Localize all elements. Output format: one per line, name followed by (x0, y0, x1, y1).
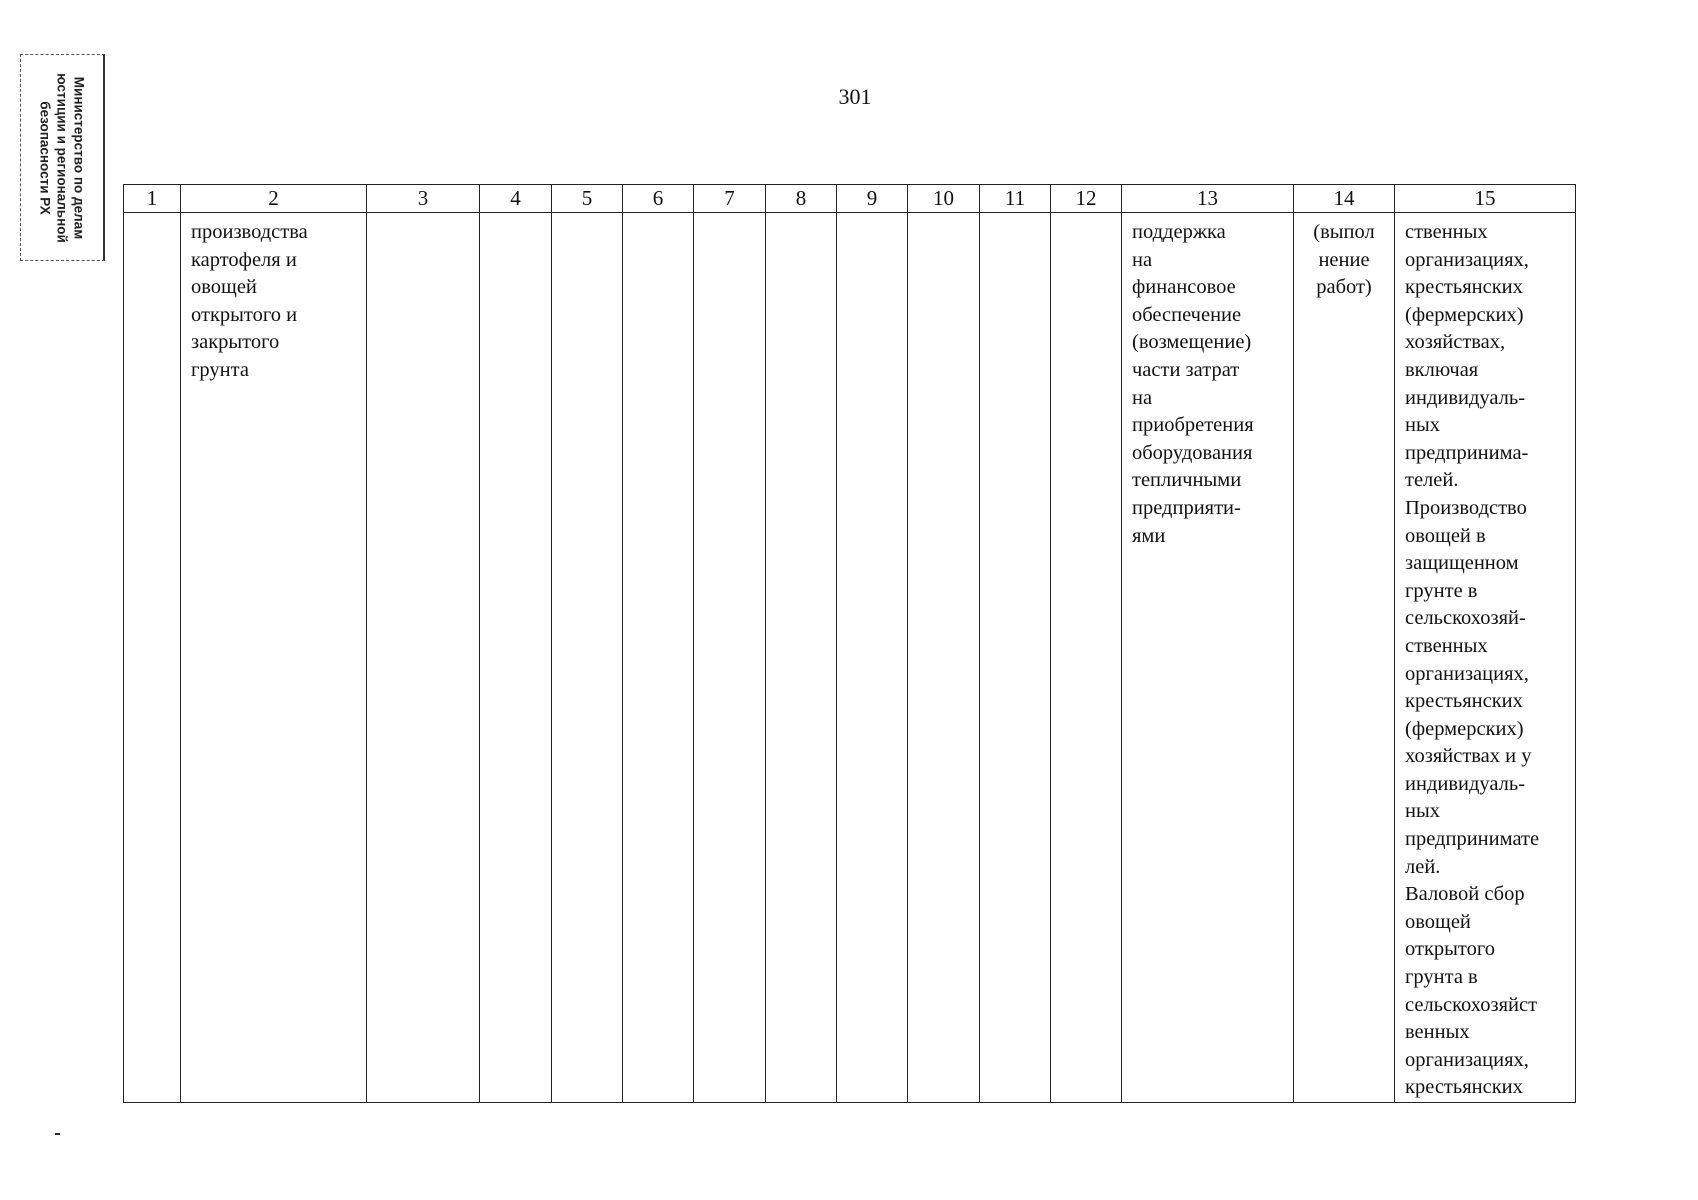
cell-col-3 (367, 213, 480, 1103)
header-row (124, 185, 1576, 213)
col-header-11: 11 (980, 185, 1051, 213)
stamp-line-2: юстиции и региональной (54, 72, 70, 243)
col-header-8: 8 (766, 185, 837, 213)
cell-col-9 (837, 213, 908, 1103)
cell-text-col-14: (выпол нение работ) (1313, 221, 1375, 299)
col-header-7: 7 (694, 185, 766, 213)
cell-text-col-15: ственных организациях, крестьянских (фермерских) хозяйствах, включая индивидуаль- ных предпринима- телей. Производство овощей в защищенном грунте в сельскохозяй- ственных организациях, крестьянских (фермерских) хозяйствах и у индивидуаль- ных предпринимате лей. Валовой сбор овощей открытого грунта в сельскохозяйст венных организациях, крестьянских (1405, 221, 1540, 1099)
col-header-12: 12 (1051, 185, 1122, 213)
cell-col-7 (694, 213, 766, 1103)
page-number: 301 (838, 84, 872, 109)
stamp-line-1: Министерство по делам (71, 76, 87, 239)
cell-col-2 (181, 213, 367, 1103)
registration-stamp (20, 54, 105, 261)
program-table (123, 184, 1576, 1103)
cell-text-col-2: производства картофеля и овощей открытого и закрытого грунта (191, 221, 308, 381)
cell-col-8 (766, 213, 837, 1103)
col-header-5: 5 (552, 185, 623, 213)
col-header-15: 15 (1395, 185, 1576, 213)
cell-col-6 (623, 213, 694, 1103)
cell-text-col-13: поддержка на финансовое обеспечение (возмещение) части затрат на приобретения оборудования тепличными предприяти- ями (1132, 221, 1254, 547)
cell-col-4 (480, 213, 552, 1103)
col-header-3: 3 (367, 185, 480, 213)
cell-col-12 (1051, 213, 1122, 1103)
cell-col-15 (1395, 213, 1576, 1103)
col-header-6: 6 (623, 185, 694, 213)
stamp-text (37, 58, 88, 258)
col-header-10: 10 (908, 185, 980, 213)
cell-col-14 (1294, 213, 1395, 1103)
cell-col-13 (1122, 213, 1294, 1103)
col-header-14: 14 (1294, 185, 1395, 213)
stamp-line-3: безопасности РХ (37, 100, 53, 215)
col-header-2: 2 (181, 185, 367, 213)
col-header-4: 4 (480, 185, 552, 213)
col-header-9: 9 (837, 185, 908, 213)
col-header-13: 13 (1122, 185, 1294, 213)
cell-col-5 (552, 213, 623, 1103)
table-row (124, 213, 1576, 1103)
cell-col-11 (980, 213, 1051, 1103)
col-header-1: 1 (124, 185, 181, 213)
cell-col-1 (124, 213, 181, 1103)
scan-mark (55, 1133, 60, 1135)
cell-col-10 (908, 213, 980, 1103)
